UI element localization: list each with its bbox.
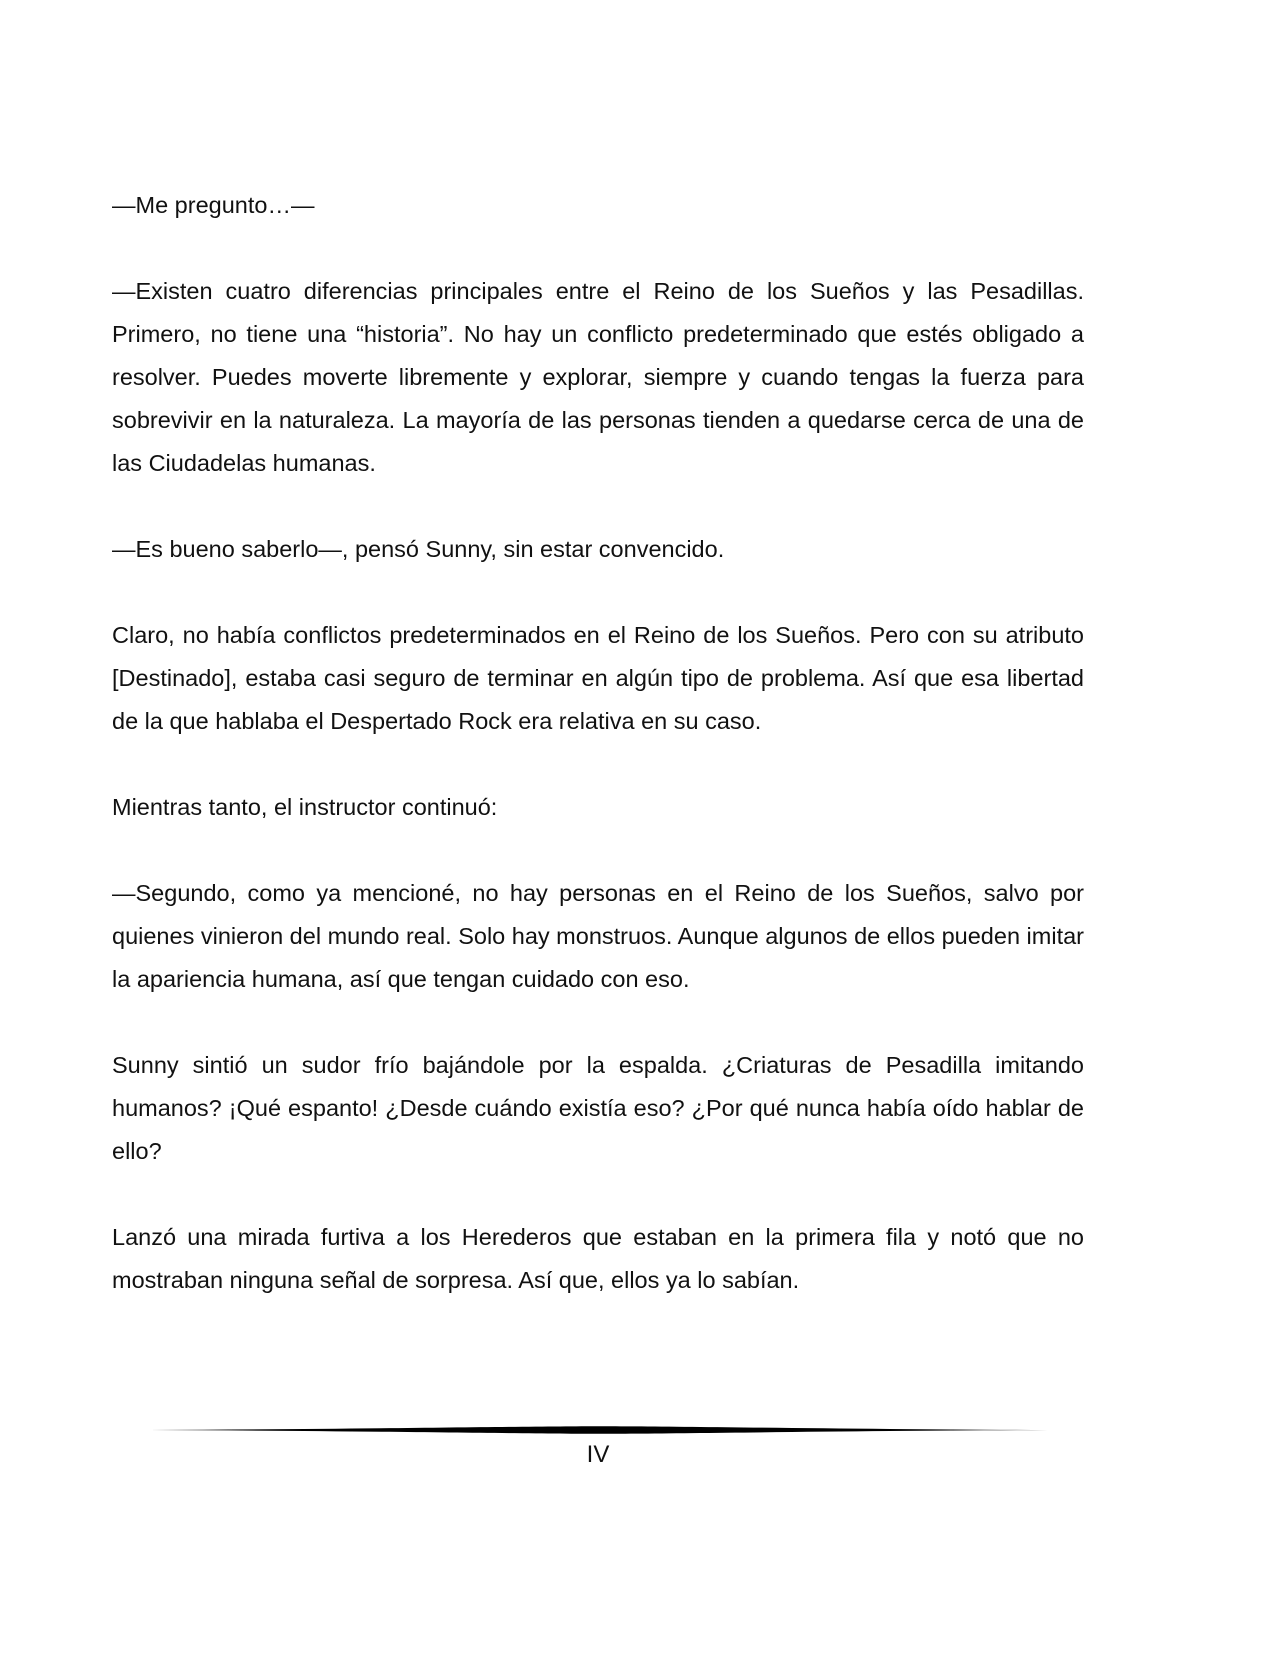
page-number: IV — [586, 1441, 610, 1468]
footer-divider — [150, 1424, 1048, 1436]
paragraph: Lanzó una mirada furtiva a los Herederos que estaban en la primera fila y notó que no mostraban ninguna señal de sorpresa. Así que, ellos ya lo sabían. — [112, 1224, 1084, 1293]
paragraph: Sunny sintió un sudor frío bajándole por la espalda. ¿Criaturas de Pesadilla imitando humanos? ¡Qué espanto! ¿Desde cuándo existía eso? ¿Por qué nunca había oído hablar de ello? — [112, 1052, 1084, 1164]
paragraph: —Existen cuatro diferencias principales entre el Reino de los Sueños y las Pesadillas. Primero, no tiene una “historia”. No hay un conflicto predeterminado que estés obligado a resolver. Puedes moverte libremente y explorar, siempre y cuando tengas la fuerza para sobrevivir en la naturaleza. La mayoría de las personas tienden a quedarse cerca de una de las Ciudadelas humanas. — [112, 278, 1084, 476]
paragraph: Claro, no había conflictos predeterminados en el Reino de los Sueños. Pero con su atributo [Destinado], estaba casi seguro de terminar en algún tipo de problema. Así que esa libertad de la que hablaba el Despertado Rock era relativa en su caso. — [112, 622, 1084, 734]
paragraph: —Me pregunto…— — [112, 192, 315, 218]
paragraph: Mientras tanto, el instructor continuó: — [112, 794, 498, 820]
paragraph: —Es bueno saberlo—, pensó Sunny, sin estar convencido. — [112, 536, 725, 562]
paragraph: —Segundo, como ya mencioné, no hay personas en el Reino de los Sueños, salvo por quienes vinieron del mundo real. Solo hay monstruos. Aunque algunos de ellos pueden imitar la apariencia humana, así que tengan cuidado con eso. — [112, 880, 1084, 992]
page-body — [112, 184, 1084, 1345]
